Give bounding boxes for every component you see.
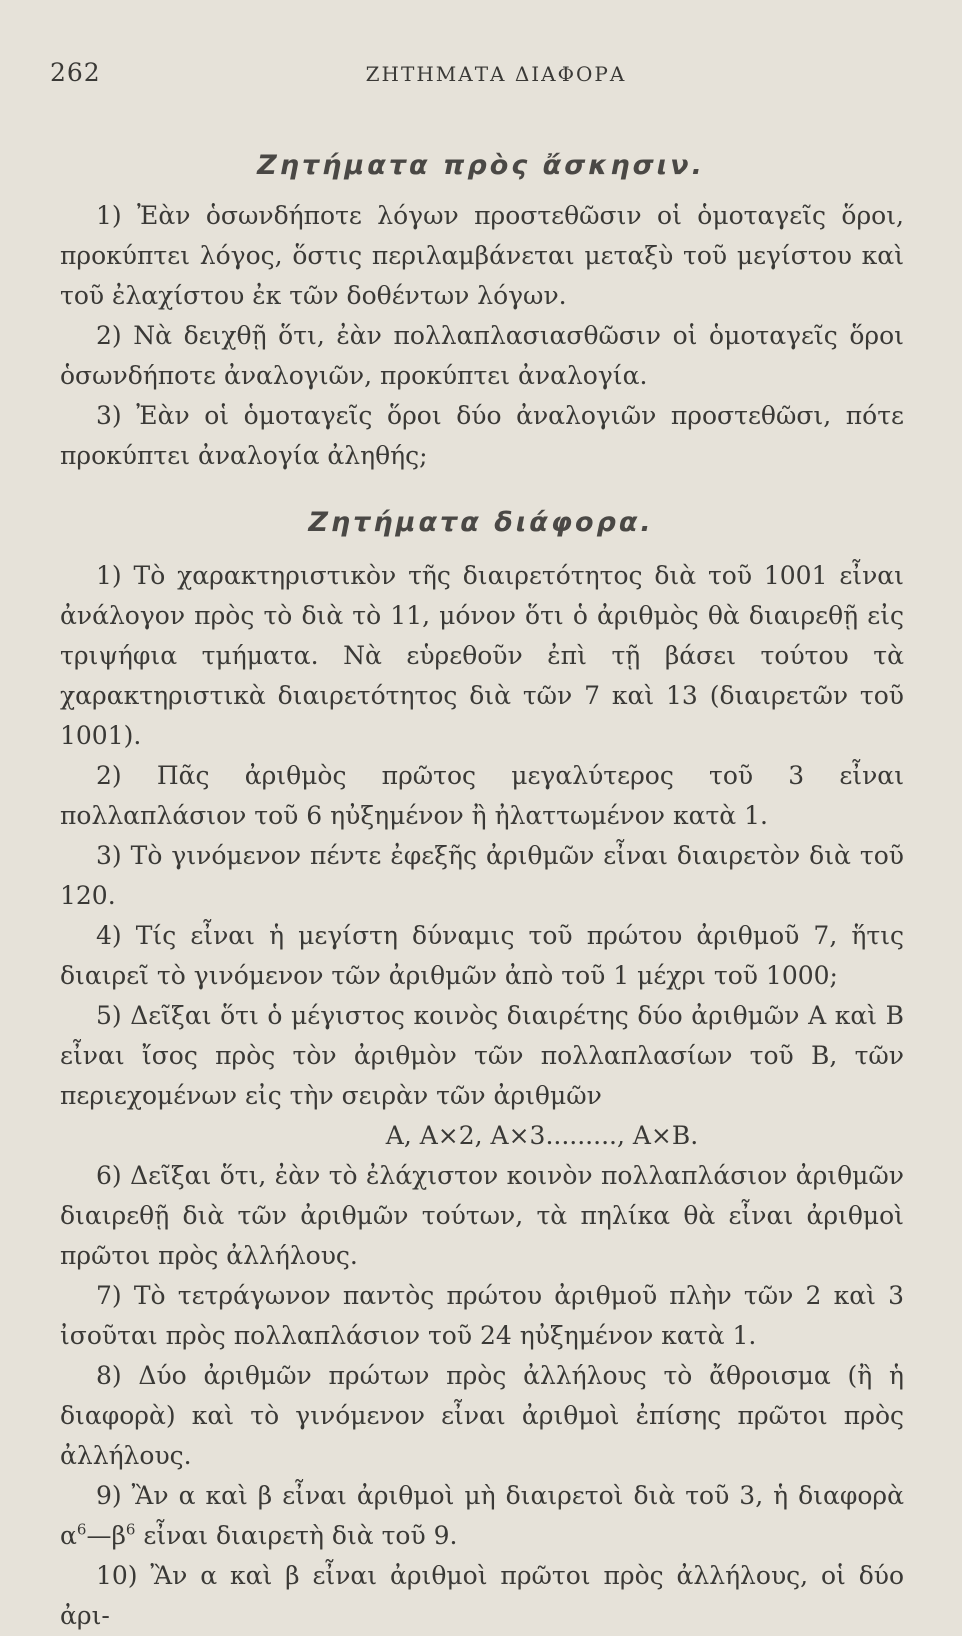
problem-item-10: 10) Ἂν α καὶ β εἶναι ἀριθμοὶ πρῶτοι πρὸς ἀλλήλους, οἱ δύο ἀρι- (60, 1561, 904, 1630)
problem-item-9 (60, 1476, 904, 1556)
problem-item-9-end: εἶναι διαιρετὴ διὰ τοῦ 9. (135, 1521, 458, 1550)
various-problems-list (60, 556, 904, 1636)
problem-item-4: 4) Τίς εἶναι ἡ μεγίστη δύναμις τοῦ πρώτου ἀριθμοῦ 7, ἥτις διαιρεῖ τὸ γινόμενον τῶν ἀριθμῶν ἀπὸ τοῦ 1 μέχρι τοῦ 1000; (60, 921, 904, 990)
exponent-alpha: 6 (76, 1520, 87, 1539)
exercise-item-3: 3) Ἐὰν οἱ ὁμοταγεῖς ὅροι δύο ἀναλογιῶν προστεθῶσι, πότε προκύπτει ἀναλογία ἀληθής; (60, 401, 904, 470)
problem-item-9-text: 9) Ἂν α καὶ β εἶναι ἀριθμοὶ μὴ διαιρετοὶ διὰ τοῦ 3, ἡ διαφορὰ α (60, 1481, 904, 1550)
section-title-exercises: Ζητήματα πρὸς ἄσκησιν. (257, 150, 705, 181)
problem-item-9-minus-beta: —β (86, 1521, 126, 1550)
exponent-beta: 6 (125, 1520, 136, 1539)
problem-item-2: 2) Πᾶς ἀριθμὸς πρῶτος μεγαλύτερος τοῦ 3 εἶναι πολλαπλάσιον τοῦ 6 ηὐξημένον ἢ ἠλαττωμένον κατὰ 1. (60, 761, 904, 830)
problem-item-5: 5) Δεῖξαι ὅτι ὁ μέγιστος κοινὸς διαιρέτης δύο ἀριθμῶν Α καὶ Β εἶναι ἴσος πρὸς τὸν ἀριθμὸν τῶν πολλαπλασίων τοῦ Β, τῶν περιεχομένων εἰς τὴν σειρὰν τῶν ἀριθμῶν (60, 1001, 904, 1110)
problem-item-1: 1) Τὸ χαρακτηριστικὸν τῆς διαιρετότητος διὰ τοῦ 1001 εἶναι ἀνάλογον πρὸς τὸ διὰ τὸ 11, μόνον ὅτι ὁ ἀριθμὸς θὰ διαιρεθῇ εἰς τριψήφια τμήματα. Νὰ εὑρεθοῦν ἐπὶ τῇ βάσει τούτου τὰ χαρακτηριστικὰ διαιρετότητος διὰ τῶν 7 καὶ 13 (διαιρετῶν τοῦ 1001). (60, 561, 904, 750)
exercise-item-2: 2) Νὰ δειχθῇ ὅτι, ἐὰν πολλαπλασιασθῶσιν οἱ ὁμοταγεῖς ὅροι ὁσωνδήποτε ἀναλογιῶν, προκύπτει ἀναλογία. (60, 321, 904, 390)
page-header (50, 58, 902, 98)
problem-item-8: 8) Δύο ἀριθμῶν πρώτων πρὸς ἀλλήλους τὸ ἄθροισμα (ἢ ἡ διαφορὰ) καὶ τὸ γινόμενον εἶναι ἀριθμοὶ ἐπίσης πρῶτοι πρὸς ἀλλήλους. (60, 1361, 904, 1470)
running-head: ΖΗΤΗΜΑΤΑ ΔΙΑΦΟΡΑ (365, 62, 627, 86)
exercises-list (60, 196, 904, 476)
problem-item-6: 6) Δεῖξαι ὅτι, ἐὰν τὸ ἐλάχιστον κοινὸν πολλαπλάσιον ἀριθμῶν διαιρεθῇ διὰ τῶν ἀριθμῶν τούτων, τὰ πηλίκα θὰ εἶναι ἀριθμοὶ πρῶτοι πρὸς ἀλλήλους. (60, 1161, 904, 1270)
section-title-various: Ζητήματα διάφορα. (308, 507, 654, 538)
page-number: 262 (50, 58, 101, 87)
problem-item-3: 3) Τὸ γινόμενον πέντε ἐφεξῆς ἀριθμῶν εἶναι διαιρετὸν διὰ τοῦ 120. (60, 841, 904, 910)
problem-item-5-formula: Α, Α×2, Α×3........., Α×Β. (385, 1121, 699, 1150)
problem-item-7: 7) Τὸ τετράγωνον παντὸς πρώτου ἀριθμοῦ πλὴν τῶν 2 καὶ 3 ἰσοῦται πρὸς πολλαπλάσιον τοῦ 24 ηὐξημένον κατὰ 1. (60, 1281, 904, 1350)
exercise-item-1: 1) Ἐὰν ὁσωνδήποτε λόγων προστεθῶσιν οἱ ὁμοταγεῖς ὅροι, προκύπτει λόγος, ὅστις περιλαμβάνεται μεταξὺ τοῦ μεγίστου καὶ τοῦ ἐλαχίστου ἐκ τῶν δοθέντων λόγων. (60, 201, 904, 310)
